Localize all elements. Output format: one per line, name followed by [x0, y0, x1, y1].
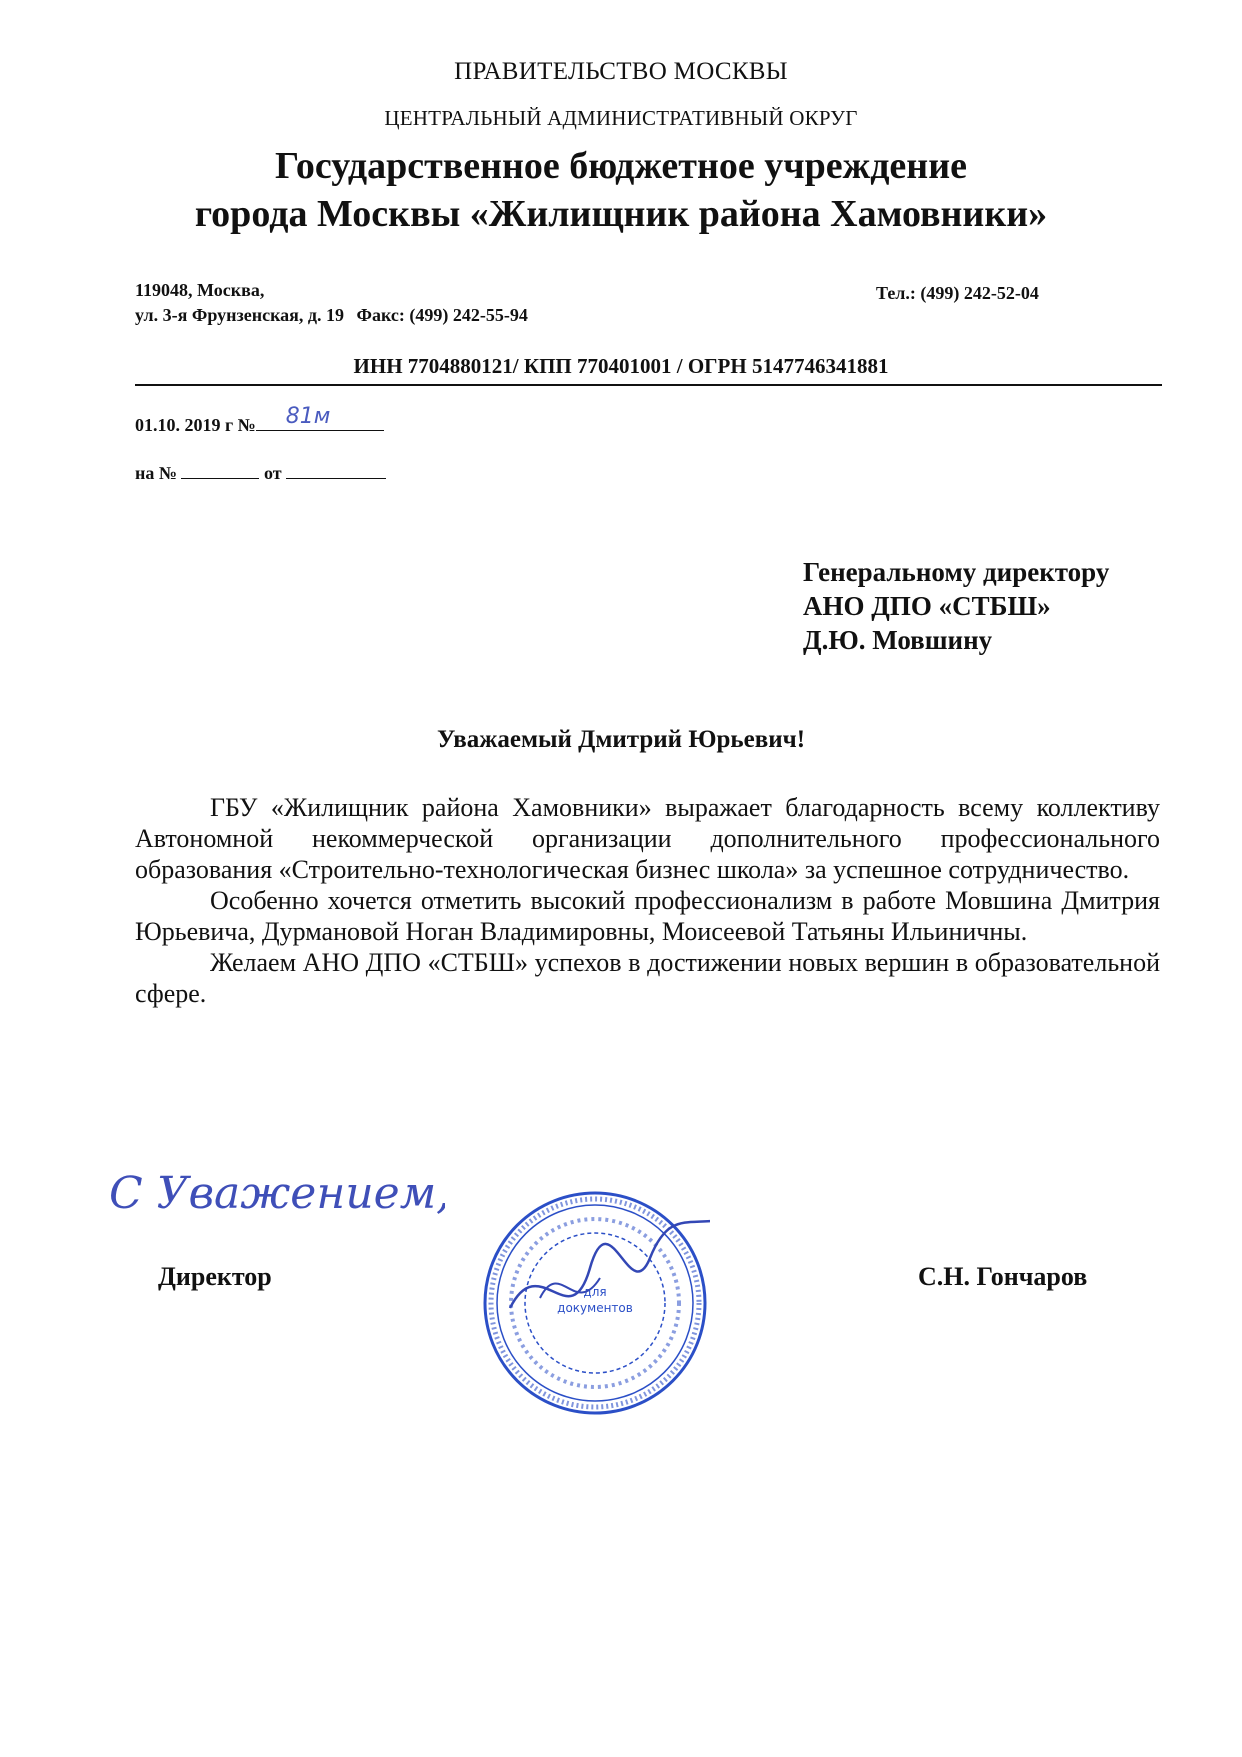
outgoing-number-field: [256, 404, 384, 431]
handwritten-regards-icon: [105, 1150, 445, 1230]
letter-body: [135, 792, 1160, 1009]
reference-line: [135, 458, 386, 484]
svg-text:для: для: [583, 1285, 607, 1299]
addressee-line3: Д.Ю. Мовшину: [803, 625, 993, 655]
reference-from-label: от: [263, 463, 282, 483]
phone-number: Тел.: (499) 242-52-04: [876, 283, 1039, 303]
signature-role: Директор: [158, 1262, 272, 1291]
signature-name: С.Н. Гончаров: [918, 1262, 1088, 1291]
paragraph-1: ГБУ «Жилищник района Хамовники» выражает благодарность всему коллективу Автономной некоммерческой организации дополнительного профессионального образования «Строительно-технологическая бизнес школа» за успешное сотрудничество.: [135, 793, 1160, 884]
reference-number-blank: [181, 458, 259, 479]
handwritten-regards: [105, 1150, 445, 1235]
reference-date-blank: [286, 458, 386, 479]
organization-name: [0, 142, 1242, 238]
organization-name-line2: города Москвы «Жилищник района Хамовники»: [194, 193, 1048, 235]
outgoing-date-label: 01.10. 2019 г №: [135, 415, 256, 435]
addressee-line1: Генеральному директору: [803, 557, 1110, 587]
street-address: ул. 3-я Фрунзенская, д. 19: [135, 305, 345, 325]
government-title: ПРАВИТЕЛЬСТВО МОСКВЫ: [454, 58, 788, 85]
official-seal: [480, 1188, 710, 1418]
reference-label: на №: [135, 463, 177, 483]
paragraph-3: Желаем АНО ДПО «СТБШ» успехов в достижении новых вершин в образовательной сфере.: [135, 948, 1160, 1008]
requisites: ИНН 7704880121/ КПП 770401001 / ОГРН 5147746341881: [353, 354, 889, 378]
address-line2: [135, 305, 528, 326]
organization-name-line1: Государственное бюджетное учреждение: [275, 145, 967, 187]
addressee-block: [803, 555, 1109, 657]
header-divider: [135, 384, 1162, 386]
outgoing-date-number: [135, 404, 384, 436]
outgoing-number: 81м: [285, 404, 331, 429]
svg-text:С Уважением,: С Уважением,: [109, 1168, 445, 1219]
greeting: Уважаемый Дмитрий Юрьевич!: [436, 726, 806, 753]
addressee-line2: АНО ДПО «СТБШ»: [803, 591, 1051, 621]
fax-number: Факс: (499) 242-55-94: [356, 305, 528, 325]
svg-text:документов: документов: [557, 1301, 633, 1315]
district-title: ЦЕНТРАЛЬНЫЙ АДМИНИСТРАТИВНЫЙ ОКРУГ: [384, 106, 858, 130]
official-seal-icon: [480, 1188, 710, 1418]
paragraph-2: Особенно хочется отметить высокий профессионализм в работе Мовшина Дмитрия Юрьевича, Дурмановой Ноган Владимировны, Моисеевой Татьяны Ильиничны.: [135, 886, 1160, 946]
address-line1: 119048, Москва,: [135, 280, 265, 300]
